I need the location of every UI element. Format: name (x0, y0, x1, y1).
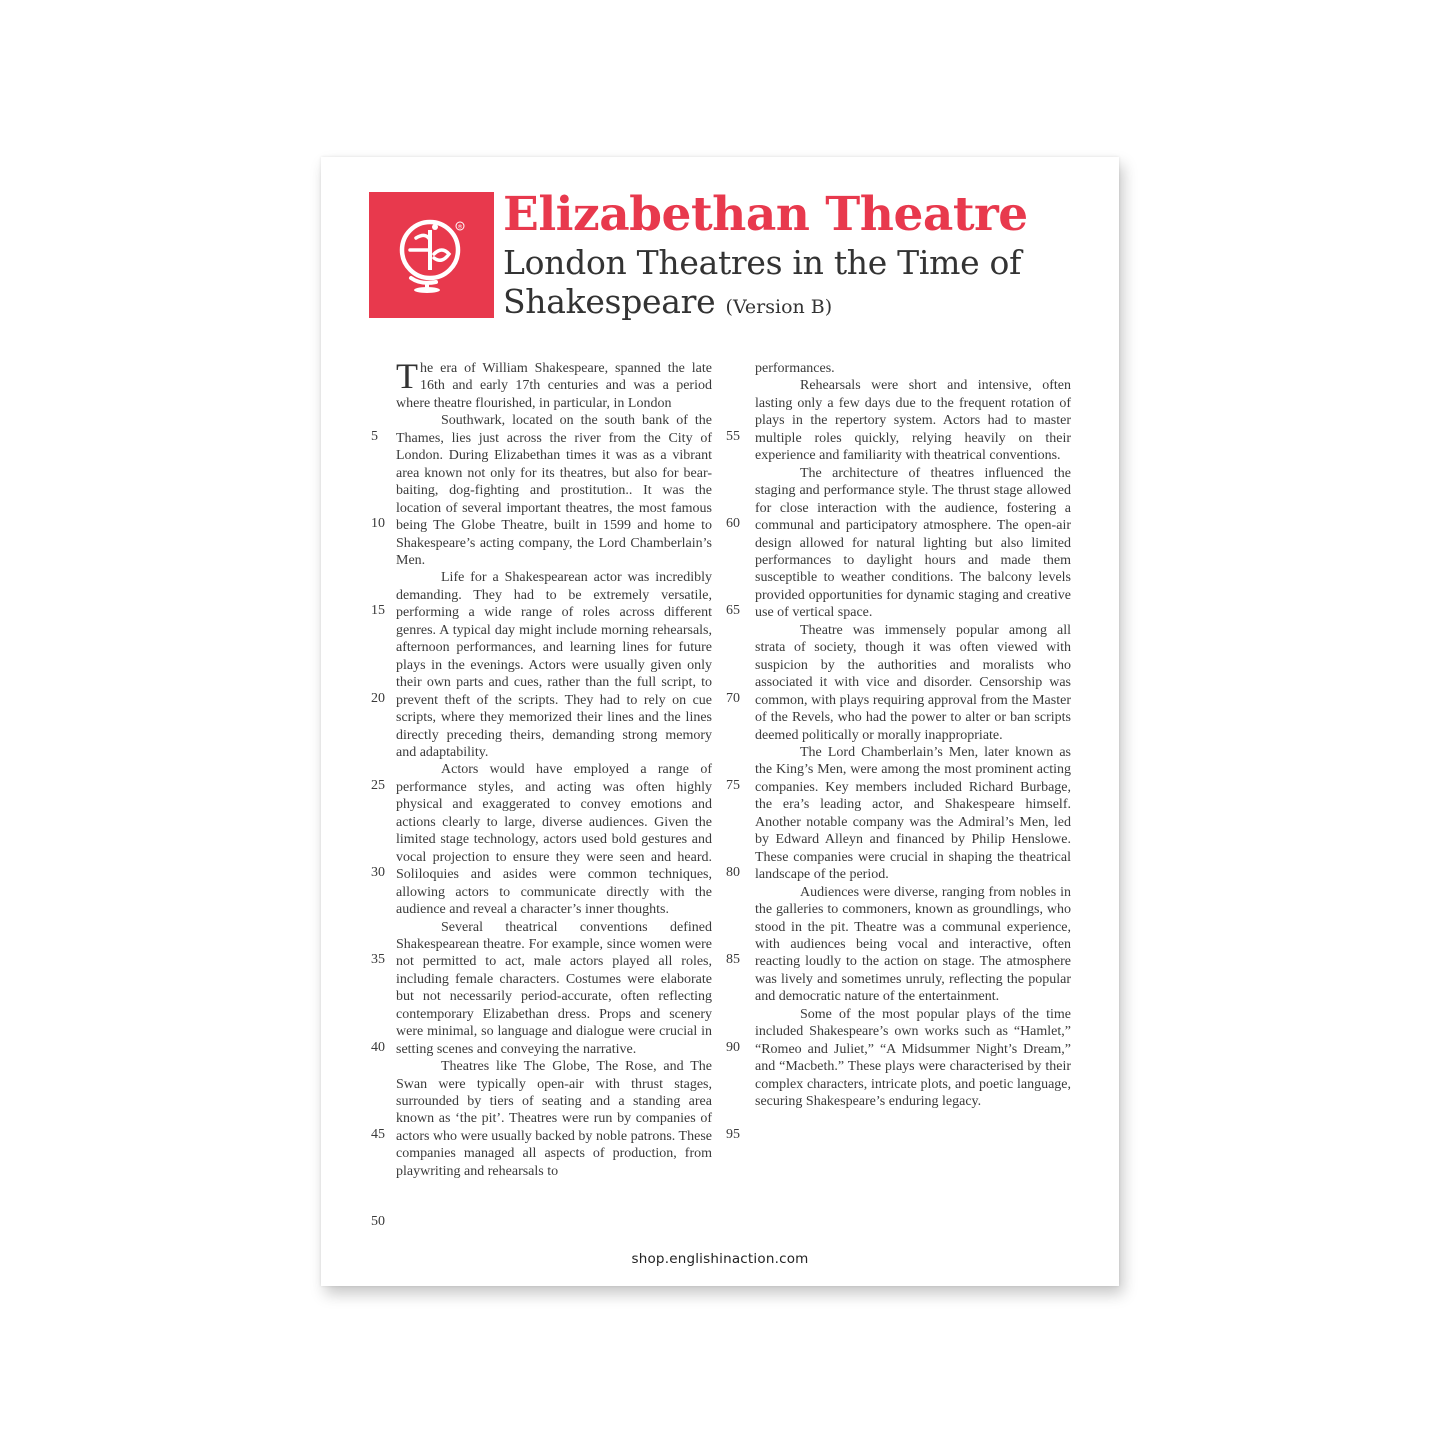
right-column (755, 360, 1071, 1110)
line-number: 70 (726, 691, 740, 706)
line-number: 55 (726, 429, 740, 444)
paragraph-8: The architecture of theatres influenced the staging and performance style. The thrust stage allowed for close interaction with the audience, fostering a communal and participatory atmosphere. The open-air design allowed for natural lighting but also limited performances to daylight hours and made them susceptible to weather conditions. The balcony levels provided opportunities for dynamic staging and creative use of vertical space. (755, 465, 1071, 621)
line-number: 30 (371, 865, 385, 880)
subtitle-text: London Theatres in the Time of Shakespeare (503, 243, 1022, 321)
line-number: 40 (371, 1040, 385, 1055)
line-number: 45 (371, 1127, 385, 1142)
line-number: 5 (371, 429, 378, 444)
paragraph-2: Southwark, located on the south bank of the Thames, lies just across the river from the City of London. During Elizabethan times it was as a vibrant area known not only for its theatres, but also for bear-baiting, dog-fighting and prostitution.. It was the location of several important theatres, the most famous being The Globe Theatre, built in 1599 and home to Shakespeare’s acting company, the Lord Chamberlain’s Men. (396, 413, 712, 568)
line-number: 25 (371, 778, 385, 793)
line-number: 75 (726, 778, 740, 793)
paragraph-3: Life for a Shakespearean actor was incredibly demanding. They had to be extremely versatile, performing a wide range of roles across different genres. A typical day might include morning rehearsals, afternoon performances, and learning lines for future plays in the evenings. Actors were usually given only their own parts and cues, rather than the full script, to prevent theft of the scripts. They had to rely on cue scripts, where they memorized their lines and the lines directly preceding theirs, demanding strong memory and adaptability. (396, 570, 712, 760)
paragraph-5: Several theatrical conventions defined Shakespearean theatre. For example, since women were not permitted to act, male actors played all roles, including female characters. Costumes were elaborate but not necessarily period-accurate, often reflecting contemporary Elizabethan dress. Props and scenery were minimal, so language and dialogue were crucial in setting scenes and conveying the narrative. (396, 919, 712, 1057)
line-number: 15 (371, 603, 385, 618)
line-number: 60 (726, 516, 740, 531)
paragraph-11: Audiences were diverse, ranging from nobles in the galleries to commoners, known as groundlings, who stood in the pit. Theatre was a communal experience, with audiences being vocal and interactive, often reacting loudly to the action on stage. The atmosphere was lively and sometimes unruly, reflecting the popular and democratic nature of the entertainment. (755, 884, 1071, 1005)
worksheet-page (321, 157, 1119, 1286)
paragraph-7: Rehearsals were short and intensive, often lasting only a few days due to the frequent rotation of plays in the repertory system. Actors had to master multiple roles quickly, relying heavily on their experience and familiarity with theatrical conventions. (755, 378, 1071, 464)
line-number: 50 (371, 1214, 385, 1229)
footer-url[interactable]: shop.englishinaction.com (631, 1251, 809, 1267)
registered-mark: ® (457, 224, 463, 231)
line-number: 35 (371, 952, 385, 967)
paragraph-12: Some of the most popular plays of the time included Shakespeare’s own works such as “Hamlet,” “Romeo and Juliet,” “A Midsummer Night’s Dream,” and “Macbeth.” These plays were characterised by their complex characters, intricate plots, and poetic language, securing Shakespeare’s enduring legacy. (755, 1006, 1071, 1110)
page-subtitle (503, 243, 1063, 327)
paragraph-10: The Lord Chamberlain’s Men, later known as the King’s Men, were among the most prominent acting companies. Key members included Richard Burbage, the era’s leading actor, and Shakespeare himself. Another notable company was the Admiral’s Men, led by Edward Alleyn and financed by Philip Henslowe. These companies were crucial in shaping the theatrical landscape of the period. (755, 744, 1071, 883)
line-number: 90 (726, 1040, 740, 1055)
line-number: 85 (726, 952, 740, 967)
paragraph-4: Actors would have employed a range of performance styles, and acting was often highly physical and exaggerated to convey emotions and actions clearly to large, diverse audiences. Given the limited stage technology, actors used bold gestures and vocal projection to ensure they were seen and heard. Soliloquies and asides were common techniques, allowing actors to communicate directly with the audience and reveal a character’s inner thoughts. (396, 762, 712, 918)
paragraph-6-continued: performances. (755, 361, 835, 376)
line-number: 95 (726, 1127, 740, 1142)
paragraph-6: Theatres like The Globe, The Rose, and The Swan were typically open-air with thrust stages, surrounded by tiers of seating and a standing area known as ‘the pit’. Theatres were run by companies of actors who were usually backed by noble patrons. These companies managed all aspects of production, from playwriting and rehearsals to (396, 1059, 712, 1179)
line-number: 65 (726, 603, 740, 618)
line-number: 10 (371, 516, 385, 531)
drop-cap: T (396, 356, 418, 396)
globe-logo-icon (369, 192, 494, 318)
brand-logo (369, 192, 494, 318)
paragraph-9: Theatre was immensely popular among all strata of society, though it was often viewed with suspicion by the authorities and moralists who associated it with vice and disorder. Censorship was common, with plays requiring approval from the Master of the Revels, who had the power to alter or ban scripts deemed politically or morally inappropriate. (755, 622, 1071, 743)
paragraph-1: The era of William Shakespeare, spanned the late 16th and early 17th centuries and was a period where theatre flourished, in particular, in London (396, 356, 712, 411)
page-title: Elizabethan Theatre (503, 187, 1028, 242)
left-column (396, 356, 712, 1180)
version-label: (Version B) (725, 296, 833, 318)
line-number: 20 (371, 691, 385, 706)
line-number: 80 (726, 865, 740, 880)
